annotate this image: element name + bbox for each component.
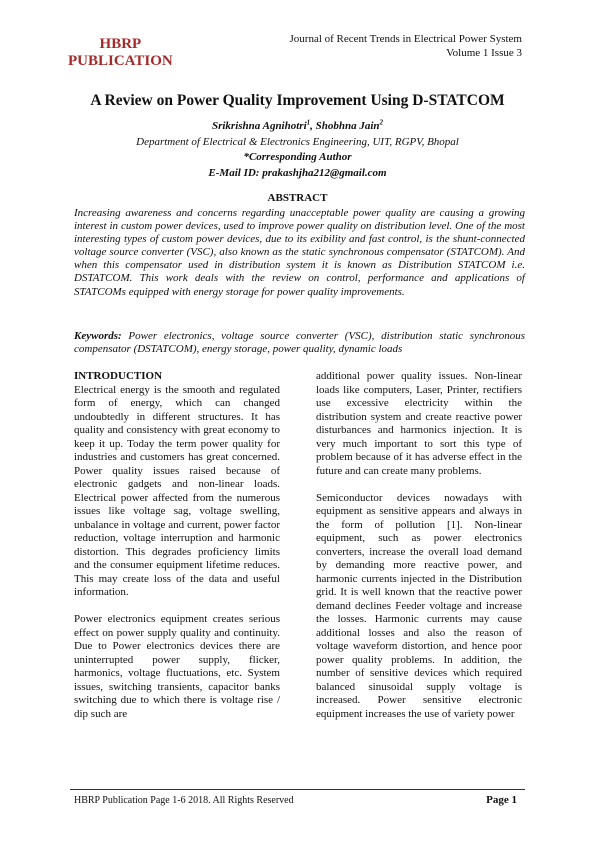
body-paragraph: Semiconductor devices nowadays with equipment as sensitive appears and always in the form of pollution [1]. Non-linear equipment, such as power electronics converters, increase the overall load demand by demanding more reactive power, and harmonic currents injected in the Distribution grid. It is well known that the reactive power demand declines Feeder voltage and increase the losses. Harmonic currents may cause additional losses and also the reason of voltage waveform distortion, and hence poor power quality problems. In addition, the number of sensitive devices which required balanced sinusoidal supply voltage is increased. Power sensitive electronic equipment increases the use of variety power: [316, 491, 522, 720]
journal-name: Journal of Recent Trends in Electrical Power System: [289, 33, 522, 45]
author-names: [0, 119, 595, 135]
body-paragraph: additional power quality issues. Non-linear loads like computers, Laser, Printer, rectifiers use excessive electricity within the distribution system and create reactive power disturbances and harmonics injection. It is very much important to sort this type of problem because of it has adverse effect in the future and can create many problems.: [316, 370, 522, 477]
keywords: [74, 330, 525, 357]
author-1: Srikrishna Agnihotri: [211, 120, 307, 132]
journal-header: [290, 32, 523, 60]
body-paragraph: Electrical energy is the smooth and regulated form of energy, which can changed undoubtedly in different structures. It has quality and consistency with great economy to keep it up. Today the term power quality for industries and customers has great concerned. Power quality issues raised because of electronic gadgets and non-linear loads. Electrical power affected from the numerous issues like voltage sag, voltage swelling, unbalance in voltage and current, power factor reduction, voltage interruption and harmonic distortion. This degrades proficiency limits and the consumer equipment lifetime reduces. This may create loss of the data and useful information.: [74, 383, 280, 598]
logo-line-2: PUBLICATION: [68, 53, 173, 69]
author-2-sup: 2: [379, 118, 384, 127]
author-separator: ,: [310, 120, 316, 132]
author-2: Shobhna Jain: [315, 120, 380, 132]
abstract-heading: ABSTRACT: [267, 192, 328, 204]
left-column: [74, 370, 280, 735]
right-column: [316, 370, 522, 735]
paper-title: A Review on Power Quality Improvement Using D-STATCOM: [90, 92, 505, 109]
body-paragraph: Power electronics equipment creates serious effect on power supply quality and continuity. Due to Power electronics devices there are uninterrupted power supply, flicker, harmonics, voltage fluctuations, etc. System issues, switching transients, capacitor banks switching due to which there is voltage rise / dip such are: [74, 613, 280, 720]
volume-issue: Volume 1 Issue 3: [446, 47, 522, 59]
corresponding-author: *Corresponding Author: [243, 151, 352, 163]
author-1-sup: 1: [306, 118, 311, 127]
keywords-text: Power electronics, voltage source converter (VSC), distribution static synchronous compensator (DSTATCOM), energy storage, power quality, dynamic loads: [74, 330, 525, 356]
author-email: E-Mail ID: prakashjha212@gmail.com: [208, 166, 387, 179]
logo-line-1: HBRP: [99, 36, 142, 52]
footer-copyright: HBRP Publication Page 1-6 2018. All Rights Reserved: [74, 795, 294, 806]
page-number: Page 1: [486, 794, 517, 806]
footer-divider: [70, 789, 525, 790]
publisher-logo: [68, 36, 173, 70]
keywords-label: Keywords:: [74, 330, 122, 342]
abstract-text: Increasing awareness and concerns regarding unacceptable power quality are causing a growing interest in custom power devices, used to improve power quality on distribution level. One of the most interesting types of custom power devices, due to its exibility and fast control, is the shunt-connected voltage source converter (VSC), also known as the static synchronous compensator (STATCOM). And when this compensator used in distribution system it is known as Distribution STATCOM i.e. DSTATCOM. This work deals with the review on control, performance and applications of STATCOMs equipped with energy storage for power quality improvements.: [74, 207, 525, 298]
author-block: [0, 119, 595, 181]
affiliation: Department of Electrical & Electronics Engineering, UIT, RGPV, Bhopal: [136, 135, 459, 148]
section-heading: INTRODUCTION: [74, 370, 163, 382]
